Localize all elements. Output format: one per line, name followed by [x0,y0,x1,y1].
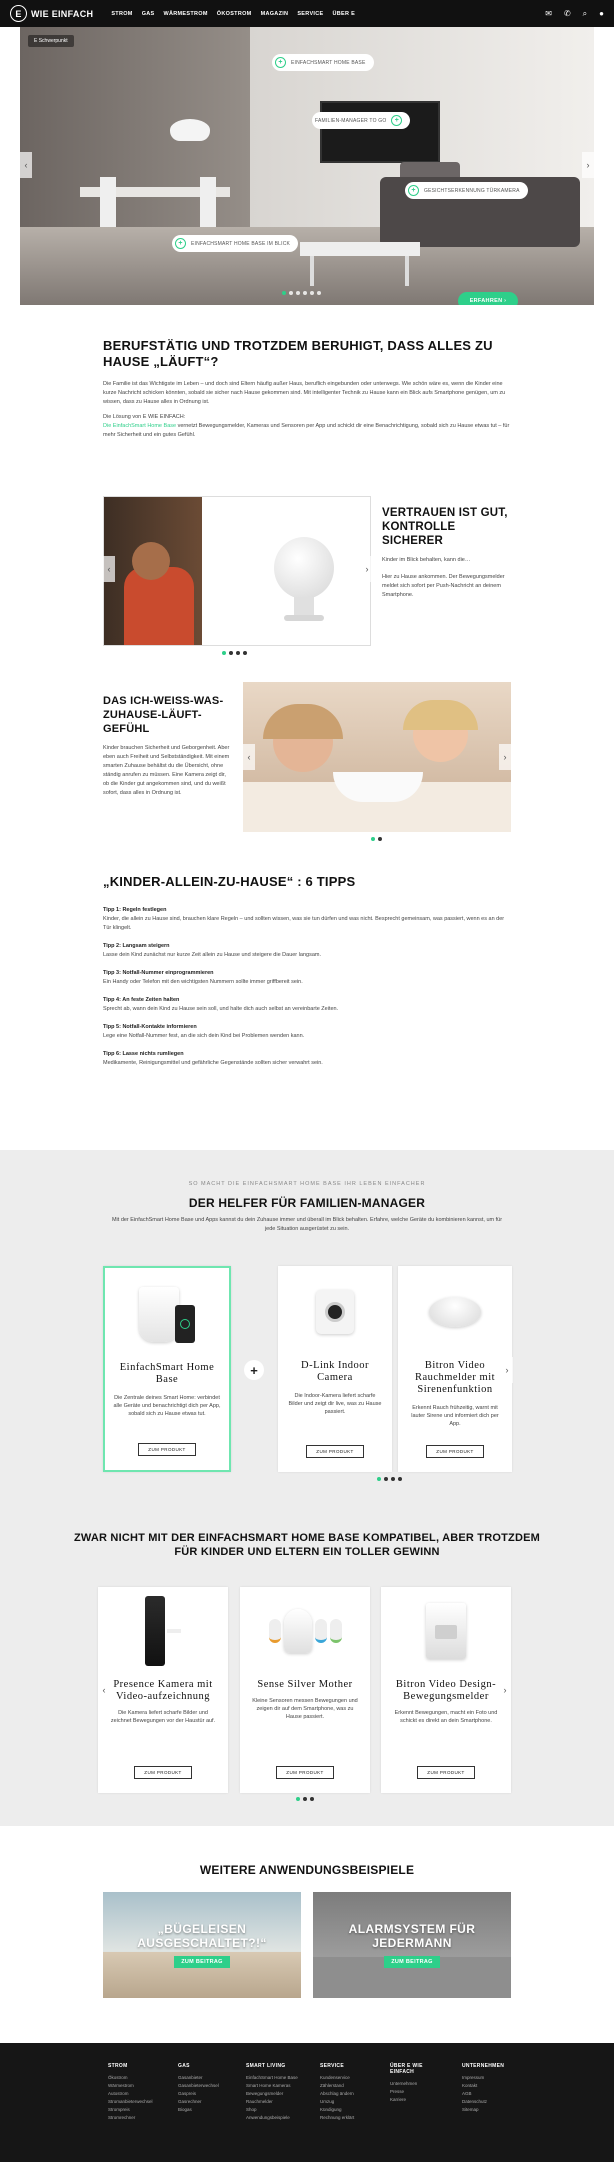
product-card [381,1587,511,1793]
footer-heading: SMART LIVING [246,2063,286,2069]
tip-text: Lege eine Notfall-Nummer fest, an die sich dein Kind bei Problemen wenden kann. [103,1033,305,1039]
product-text: Die Kamera liefert scharfe Bilder und zeichnet Bewegungen vor der Haustür auf. [110,1710,216,1724]
product-text: Die Indoor-Kamera liefert scharfe Bilder und zeigt dir live, was zu Hause passiert. [288,1393,382,1415]
footer-link[interactable]: Stromanbieterwechsel [108,2099,153,2104]
nav-links [111,11,355,17]
footer-link[interactable]: Impressum [462,2075,485,2080]
pagination-dot[interactable] [310,291,314,295]
tip-text: Sprecht ab, wann dein Kind zu Hause sein soll, und halte dich auch selbst an vereinbarte Zeiten. [103,1006,339,1012]
trust-pagination [222,651,247,655]
product-button[interactable]: ZUM PRODUKT [417,1766,474,1779]
hero-next-arrow[interactable]: › [582,152,594,178]
sense-mother-image [240,1595,370,1667]
product-button[interactable]: ZUM PRODUKT [276,1766,333,1779]
compatible-header [70,1531,544,1559]
pagination-dot[interactable] [303,291,307,295]
user-icon[interactable]: ● [599,9,604,18]
nav-link-service[interactable]: SERVICE [297,10,324,17]
pagination-dot[interactable] [398,1477,402,1481]
tip-text: Medikamente, Reinigungsmittel und gefährliche Gegenstände sollten sicher verwahrt sein. [103,1060,323,1066]
footer-link[interactable]: EinfachSmart Home Base [246,2075,298,2080]
product-button[interactable]: ZUM PRODUKT [306,1445,363,1458]
trust-image [103,496,371,646]
footer-link[interactable]: Abschlag ändern [320,2091,354,2096]
footer-link[interactable]: Anwendungsbeispiele [246,2115,290,2120]
sensor-stand [294,597,314,615]
footer-columns [0,2043,614,2121]
pagination-dot[interactable] [243,651,247,655]
feeling-paragraph: Kinder brauchen Sicherheit und Geborgenheit. Aber eben auch Freiheit und Selbstständigkeit. Mit einem smarten Zuhause behältst du die Übersicht, ohne ständig anrufen zu müssen. Eine Kamera zeigt dir, ob die Kinder gut angekommen sind, und du weißt sofort, dass alles in Ordnung ist. [103,745,230,796]
footer-link[interactable]: Stromrechner [108,2115,136,2120]
footer-heading: ÜBER E WIE EINFACH [390,2063,423,2075]
footer-link[interactable]: Ökostrom [108,2075,128,2080]
intro-paragraph: Die Familie ist das Wichtigste im Leben – und doch sind Eltern häufig außer Haus, beruflich eingebunden oder unterwegs. Wie schön wäre es, wenn die Kinder eine kurze Nachricht schicken könnten, sobald sie sicher nach Hause gekommen sind. Mit intelligenter Technik zu Hause kann ein Blick aufs Smartphone genügen, um zu wissen, dass zu Hause alles in Ordnung ist. [103,381,506,405]
tip-heading: Tipp 5: Notfall-Kontakte informieren [103,1024,197,1030]
footer-link[interactable]: Shop [246,2107,257,2112]
tip-heading: Tipp 1: Regeln festlegen [103,907,167,913]
product-title: Sense Silver Mother [257,1679,353,1690]
pagination-dot[interactable] [289,291,293,295]
pagination-dot[interactable] [296,291,300,295]
tip-item [103,1023,513,1041]
footer-link[interactable]: Smart Home Kameras [246,2083,291,2088]
tip-item [103,942,513,960]
usecase-caption: „BÜGELEISEN AUSGESCHALTET?!“ [137,1922,267,1950]
hero-table-leg [310,256,314,286]
home-base-link[interactable]: Die EinfachSmart Home Base [103,423,177,429]
chat-icon[interactable]: ✉ [545,9,552,18]
hero-table-leg [405,256,409,286]
compatible-title: ZWAR NICHT MIT DER EINFACHSMART HOME BASE KOMPATIBEL, ABER TROTZDEM FÜR KINDER UND ELTERN EIN TOLLER GEWINN [73,1532,540,1558]
hotspot-label: EINFACHSMART HOME BASE [291,59,366,66]
feeling-prev-arrow[interactable]: ‹ [243,744,255,770]
intro-title: BERUFSTÄTIG UND TROTZDEM BERUHIGT, DASS ALLES ZU HAUSE „LÄUFT“? [103,338,493,369]
compatible-next-arrow[interactable]: › [499,1677,511,1703]
footer-column [246,2063,302,2121]
compatible-pagination [296,1797,314,1801]
search-icon[interactable]: ⌕ [582,8,588,18]
hero-chair [200,177,216,227]
child-hair [263,704,343,739]
logo[interactable] [10,5,93,22]
footer-column [462,2063,514,2121]
trust-prev-arrow[interactable]: ‹ [103,556,115,582]
footer-column [320,2063,372,2121]
footer-link[interactable]: Biogas [178,2107,192,2112]
footer-link[interactable]: Kündigung [320,2107,342,2112]
pagination-dot[interactable] [384,1477,388,1481]
usecase-overlay [313,1892,511,1998]
footer [0,2043,614,2162]
outdoor-camera-image [98,1595,228,1667]
usecase-card[interactable] [103,1892,301,1998]
trust-text [382,506,512,600]
hero-cta-button[interactable]: ERFAHREN › [458,292,518,305]
nav-link-waermestrom[interactable]: WÄRMESTROM [163,10,208,17]
footer-link[interactable]: Rauchmelder [246,2099,273,2104]
intro-paragraph-2 [103,413,513,440]
tip-text: Lasse dein Kind zunächst nur kurze Zeit allein zu Hause und steigere die Dauer langsam. [103,952,321,958]
footer-link[interactable]: Kontakt [462,2083,478,2088]
hotspot-label: EINFACHSMART HOME BASE IM BLICK [191,240,291,247]
tip-item [103,1050,513,1068]
product-title: Bitron Video Rauchmelder mit Sirenenfunktion [414,1360,496,1395]
product-card [278,1266,392,1472]
home-base-image [105,1278,229,1350]
sense-mother-device [284,1609,312,1653]
footer-link[interactable]: Sitemap [462,2107,479,2112]
helper-next-arrow[interactable]: › [501,1357,513,1383]
footer-column [390,2063,444,2121]
tip-heading: Tipp 4: An feste Zeiten halten [103,997,180,1003]
more-title: WEITERE ANWENDUNGSBEISPIELE [199,1863,415,1877]
footer-link[interactable]: Wärmestrom [108,2083,134,2088]
nav-link-strom[interactable]: STROM [111,10,133,17]
tip-item [103,996,513,1014]
plus-icon: + [275,57,286,68]
usecase-button[interactable]: ZUM BEITRAG [174,1956,230,1968]
pagination-dot[interactable] [317,291,321,295]
feeling-pagination [371,837,382,841]
footer-link[interactable]: Zählerstand [320,2083,344,2088]
product-button[interactable]: ZUM PRODUKT [134,1766,191,1779]
pagination-dot[interactable] [391,1477,395,1481]
pagination-dot[interactable] [222,651,226,655]
pagination-dot[interactable] [371,837,375,841]
footer-link[interactable]: Gasanbieterwechsel [178,2083,219,2088]
pagination-dot[interactable] [377,1477,381,1481]
camera-device [316,1290,354,1334]
footer-link[interactable]: Karriere [390,2097,407,2102]
nav-link-ueber[interactable]: ÜBER E [332,10,356,17]
tip-heading: Tipp 2: Langsam steigern [103,943,170,949]
smoke-detector-device [429,1297,481,1327]
footer-link[interactable]: AGB [462,2091,472,2096]
footer-link[interactable]: Datenschutz [462,2099,488,2104]
trust-line-1: Kinder im Blick behalten, kann die… [382,557,471,563]
pagination-dot[interactable] [282,291,286,295]
nav-icons [545,9,604,19]
hero-tv [320,101,440,163]
helper-pagination [377,1477,402,1481]
helper-header [100,1181,514,1234]
footer-link[interactable]: Rechnung erklärt [320,2115,355,2120]
footer-link[interactable]: Umzug [320,2099,335,2104]
product-title: EinfachSmart Home Base [119,1362,215,1385]
smoke-detector-image [398,1276,512,1348]
footer-link[interactable]: Kundenservice [320,2075,350,2080]
plus-icon: + [408,185,419,196]
more-header [100,1862,514,1878]
plus-icon: + [175,238,186,249]
nav-link-gas[interactable]: GAS [141,10,155,17]
footer-link[interactable]: Gasanbieter [178,2075,203,2080]
tip-text: Kinder, die allein zu Hause sind, brauchen klare Regeln – und sollten wissen, was sie tun dürfen und was nicht. Besprecht gemeinsam, was passiert, wenn es an der Tür klingelt. [103,916,505,931]
usecase-overlay [103,1892,301,1998]
helper-text: Mit der EinfachSmart Home Base und Apps kannst du dein Zuhause immer und überall im Blick behalten. Erfahre, welche Geräte du kombinieren kannst, um für jede Situation ausgerüstet zu sein. [111,1217,503,1232]
compatible-prev-arrow[interactable]: ‹ [98,1677,110,1703]
child-photo [124,567,194,646]
footer-link[interactable]: Gasrechner [178,2099,202,2104]
logo-text: WIE EINFACH [31,8,94,19]
pagination-dot[interactable] [236,651,240,655]
tips-list [103,906,513,1068]
hotspot-pill[interactable] [172,235,298,252]
hotspot-pill[interactable] [312,112,410,129]
hero-coffee-table [300,242,420,256]
motion-sensor-image [274,537,334,599]
nav-link-oekostrom[interactable]: ÖKOSTROM [216,10,252,17]
product-button[interactable]: ZUM PRODUKT [426,1445,483,1458]
feeling-next-arrow[interactable]: › [499,744,511,770]
hero-lamp [170,119,210,141]
tip-item [103,906,513,933]
sensor-base [284,615,324,621]
footer-link[interactable]: Strompreis [108,2107,130,2112]
tip-item [103,969,513,987]
intro-solution-label: Die Lösung von E WIE EINFACH: [103,414,186,420]
hotspot-pill[interactable] [405,182,528,199]
trust-next-arrow[interactable]: › [361,556,373,582]
motion-detector-image [381,1595,511,1667]
feeling-title: DAS ICH-WEISS-WAS-ZUHAUSE-LÄUFT-GEFÜHL [103,695,224,735]
logo-e-icon: E [10,5,27,22]
hero-pagination [282,291,321,295]
camera-image [278,1276,392,1348]
pagination-dot[interactable] [296,1797,300,1801]
footer-link[interactable]: Gaspreis [178,2091,197,2096]
pagination-dot[interactable] [303,1797,307,1801]
footer-link[interactable]: Presse [390,2089,405,2094]
tips-title: „KINDER-ALLEIN-ZU-HAUSE“ : 6 TIPPS [103,874,356,889]
pagination-dot[interactable] [310,1797,314,1801]
product-title: D-Link Indoor Camera [300,1360,370,1383]
footer-heading: GAS [178,2063,190,2069]
tip-heading: Tipp 3: Notfall-Nummer einprogrammieren [103,970,214,976]
footer-link[interactable]: Unternehmen [390,2081,418,2086]
child-head [132,542,170,580]
footer-heading: SERVICE [320,2063,344,2069]
kids-baking-image [243,682,511,832]
product-text: Kleine Sensoren messen Bewegungen und zeigen dir auf dem Smartphone, was zu Hause passiert. [252,1698,358,1720]
product-button[interactable]: ZUM PRODUKT [138,1443,195,1456]
usecase-button[interactable]: ZUM BEITRAG [384,1956,440,1968]
hotspot-label: GESICHTSERKENNUNG TÜRKAMERA [424,187,520,194]
pagination-dot[interactable] [229,651,233,655]
trust-title: VERTRAUEN IST GUT, KONTROLLE SICHERER [382,507,508,547]
hero-prev-arrow[interactable]: ‹ [20,152,32,178]
child-hair [403,700,478,730]
feeling-text [103,694,231,798]
footer-heading: STROM [108,2063,128,2069]
tip-text: Ein Handy oder Telefon mit den wichtigsten Nummern sollte immer griffbereit sein. [103,979,303,985]
hero-chair [100,177,116,227]
usecase-card[interactable] [313,1892,511,1998]
product-title: Presence Kamera mit Video-aufzeichnung [113,1679,213,1702]
hotspot-pill[interactable] [272,54,374,71]
product-card [98,1587,228,1793]
intro-section [103,338,513,440]
home-base-device [139,1287,179,1342]
motion-detector-device [426,1603,466,1659]
footer-link[interactable]: Autostrom [108,2091,129,2096]
footer-column [108,2063,160,2121]
usecase-caption: ALARMSYSTEM FÜR JEDERMANN [348,1922,476,1950]
product-title: Bitron Video Design-Bewegungsmelder [395,1679,497,1702]
hero-label: E Schwerpunkt [28,35,74,47]
tip-heading: Tipp 6: Lasse nichts rumliegen [103,1051,184,1057]
intro-solution-text: vernetzt Bewegungsmelder, Kameras und Sensoren per App und schickt dir eine Benachrichtigung, sobald sich zu Hause etwas tut – für mehr Sicherheit und ein gutes Gefühl. [103,423,510,438]
hero-image [20,27,594,305]
top-nav [0,0,614,27]
outdoor-camera-device [145,1596,165,1666]
product-card [398,1266,512,1472]
nav-link-magazin[interactable]: MAGAZIN [260,10,289,17]
tips-section [103,874,513,1077]
phone-icon[interactable]: ✆ [563,9,571,18]
helper-title: DER HELFER FÜR FAMILIEN-MANAGER [188,1196,426,1210]
pagination-dot[interactable] [378,837,382,841]
product-card [240,1587,370,1793]
plus-icon: + [244,1360,264,1380]
footer-heading: UNTERNEHMEN [462,2063,505,2069]
helper-kicker: SO MACHT DIE EINFACHSMART HOME BASE IHR LEBEN EINFACHER [188,1181,426,1187]
footer-link[interactable]: Bewegungsmelder [246,2091,284,2096]
product-text: Erkennt Rauch frühzeitig, warnt mit lauter Sirene und informiert dich per App. [411,1405,499,1427]
product-text: Die Zentrale deines Smart Home: verbindet alle Geräte und benachrichtigt dich per App, sobald sich zu Hause etwas tut. [113,1395,221,1417]
footer-column [178,2063,228,2121]
plus-icon: + [391,115,402,126]
smartphone-image [175,1305,195,1343]
hotspot-label: FAMILIEN-MANAGER TO GO [315,117,387,124]
product-text: Erkennt Bewegungen, macht ein Foto und schickt es direkt an dein Smartphone. [394,1710,498,1724]
product-card [103,1266,231,1472]
trust-line-2: Hier zu Hause ankommen. Der Bewegungsmelder meldet sich sofort per Push-Nachricht an deinem Smartphone. [382,574,505,598]
